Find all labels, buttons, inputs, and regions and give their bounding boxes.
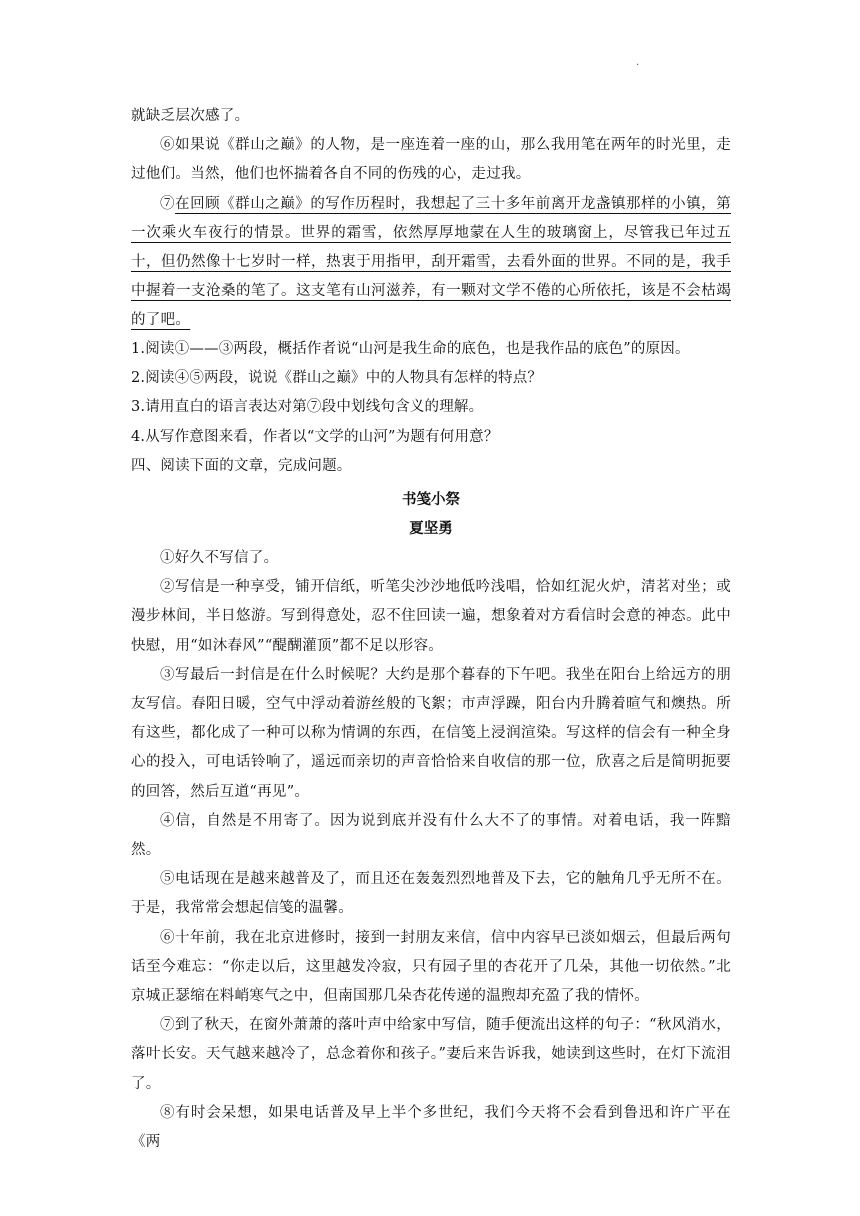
article-paragraph-8: ⑧有时会呆想，如果电话普及早上半个多世纪，我们今天将不会看到鲁迅和许广平在《两 [131,1104,731,1151]
underlined-sentence: 在回顾《群山之巅》的写作历程时，我想起了三十多年前离开龙盏镇那样的小镇，第一次乘火车夜行的情景。世界的霜雪，依然厚厚地蒙在人生的玻璃窗上，尽管我已年过五十，但仍然像十七岁时一样，热衷于用指甲，刮开霜雪，去看外面的世界。不同的是，我手中握着一支沧桑的笔了。这支笔有山河滋养，有一颗对文学不倦的心所依托，该是不会枯竭的了吧。 [131,195,731,329]
article-paragraph-4: ④信，自然是不用寄了。因为说到底并没有什么大不了的事情。对着电话，我一阵黯然。 [131,812,731,859]
question-2: 2.阅读④⑤两段，说说《群山之巅》中的人物具有怎样的特点？ [131,370,543,387]
question-4: 4.从写作意图来看，作者以“文学的山河”为题有何用意？ [131,428,499,445]
article-paragraph-1: ①好久不写信了。 [160,550,279,566]
article-paragraph-6: ⑥十年前，我在北京进修时，接到一封朋友来信，信中内容早已淡如烟云，但最后两句话至今难忘：“你走以后，这里越发冷寂，只有园子里的杏花开了几朵，其他一切依然。”北京城正瑟缩在料峭寒气之中，但南国那几朵杏花传递的温煦却充盈了我的情怀。 [131,929,731,1005]
article [131,486,731,1157]
article-paragraph-2: ②写信是一种享受，铺开信纸，听笔尖沙沙地低吟浅唱，恰如红泥火炉，清茗对坐；或漫步林间，半日悠游。写到得意处，忍不住回读一遍，想象着对方看信时会意的神态。此中快慰，用“如沐春风”“醍醐灌顶”都不足以形容。 [131,579,731,654]
paragraph-end-fragment: 就缺乏层次感了。 [131,108,250,124]
section-heading: 四、阅读下面的文章，完成问题。 [131,457,352,474]
article-paragraph-3: ③写最后一封信是在什么时候呢？大约是那个暮春的下午吧。我坐在阳台上给远方的朋友写信。春阳日暖，空气中浮动着游丝般的飞絮；市声浮躁，阳台内升腾着暄气和燠热。所有这些，都化成了一种可以称为情调的东西，在信笺上浸润渲染。写这样的信会有一种全身心的投入，可电话铃响了，遥远而亲切的声音恰恰来自收信的那一位，欣喜之后是简明扼要的回答，然后互道“再见”。 [131,666,731,800]
page-mark: · [636,60,640,71]
article-title: 书笺小祭 [402,492,460,508]
question-1: 1.阅读①——③两段，概括作者说“山河是我生命的底色，也是我作品的底色”的原因。 [131,341,690,357]
questions-list [131,335,741,481]
article-paragraph-5: ⑤电话现在是越来越普及了，而且还在轰轰烈烈地普及下去，它的触角几乎无所不在。于是，我常常会想起信笺的温馨。 [131,871,731,917]
paragraph-7 [131,190,731,336]
question-3: 3.请用直白的语言表达对第⑦段中划线句含义的理解。 [131,399,484,416]
article-paragraph-7: ⑦到了秋天，在窗外萧萧的落叶声中给家中写信，随手便流出这样的句子：“秋风消水，落叶长安。天气越来越冷了，总念着你和孩子。”妻后来告诉我，她读到这些时，在灯下流泪了。 [131,1017,731,1092]
paragraph-6: ⑥如果说《群山之巅》的人物，是一座连着一座的山，那么我用笔在两年的时光里，走过他们。当然，他们也怀揣着各自不同的伤残的心，走过我。 [131,137,731,183]
passage-top [131,102,731,336]
paragraph-7-number: ⑦ [160,195,176,212]
article-author: 夏坚勇 [409,521,453,537]
